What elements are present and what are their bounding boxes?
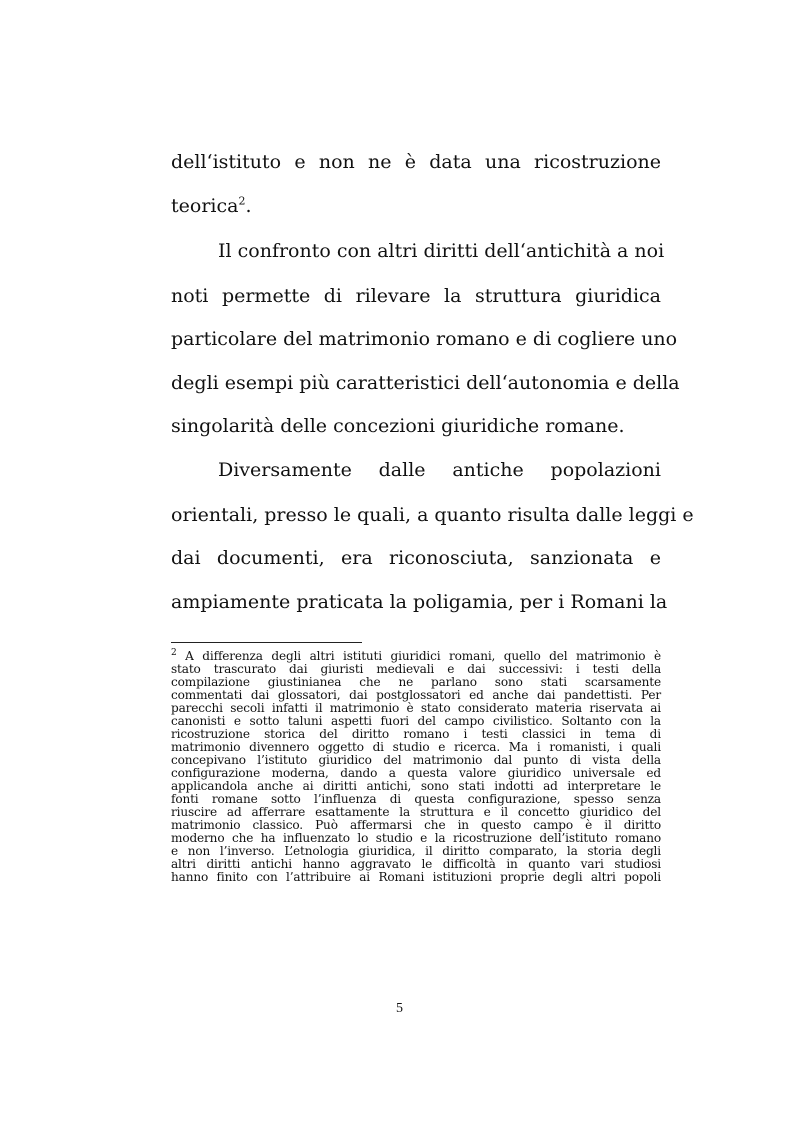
text-line-8: Diversamente dalle antiche popolazioni [218,459,661,481]
footnote-line-3: compilazione giustinianea che ne parlano sono stati scarsamente [171,675,661,689]
text-line-1: dell‘istituto e non ne è data una ricostruzione [171,151,661,173]
footnote-line-9: concepivano l’istituto giuridico del matrimonio dal punto di vista della [171,753,661,767]
text-line-11: ampiamente praticata la poligamia, per i Romani la [171,591,668,613]
footnote-line-4: commentati dai glossatori, dai postglossatori ed anche dai pandettisti. Per [171,688,661,702]
footnote-line-8: matrimonio divennero oggetto di studio e ricerca. Ma i romanisti, i quali [171,740,661,754]
text-line-7: singolarità delle concezioni giuridiche romane. [171,415,625,437]
footnote-line-11: applicandola anche ai diritti antichi, sono stati indotti ad interpretare le [171,779,661,793]
footnote-reference[interactable]: 2 [238,194,246,208]
footnote-line-10: configurazione moderna, dando a questa valore giuridico universale ed [171,766,661,780]
footnote-line-18: hanno finito con l’attribuire ai Romani istituzioni proprie degli altri popoli [171,870,661,884]
text-line-2-period: . [245,195,252,217]
text-line-4: noti permette di rilevare la struttura giuridica [171,285,661,307]
footnote-line-12: fonti romane sotto l’influenza di questa configurazione, spesso senza [171,792,661,806]
footnote-line-7: ricostruzione storica del diritto romano i testi classici in tema di [171,727,661,741]
footnote-separator [171,642,362,643]
text-line-5: particolare del matrimonio romano e di cogliere uno [171,328,678,350]
footnote-line-2: stato trascurato dai giuristi medievali e dai successivi: i testi della [171,662,661,676]
footnote-marker: 2 [171,647,177,658]
footnote-line-17: altri diritti antichi hanno aggravato le difficoltà in quanto vari studiosi [171,857,661,871]
footnote-line-15: moderno che ha influenzato lo studio e la ricostruzione dell’istituto romano [171,831,661,845]
footnote-line-13: riuscire ad afferrare esattamente la struttura e il concetto giuridico del [171,805,661,819]
text-line-9: orientali, presso le quali, a quanto risulta dalle leggi e [171,504,694,526]
text-line-6: degli esempi più caratteristici dell‘autonomia e della [171,372,680,394]
footnote-line-1-text: A differenza degli altri istituti giuridici romani, quello del matrimonio è [185,649,662,663]
text-line-10: dai documenti, era riconosciuta, sanzionata e [171,547,661,569]
text-line-2 [171,194,661,218]
text-line-3: Il confronto con altri diritti dell‘antichità a noi [218,240,665,262]
text-line-2-word: teorica [171,195,239,217]
footnote-line-14: matrimonio classico. Può affermarsi che in questo campo è il diritto [171,818,661,832]
footnote-line-16: e non l’inverso. L’etnologia giuridica, il diritto comparato, la storia degli [171,844,661,858]
footnote-line-5: parecchi secoli infatti il matrimonio è stato considerato materia riservata ai [171,701,661,715]
footnote-line-6: canonisti e sotto taluni aspetti fuori del campo civilistico. Soltanto con la [171,714,661,728]
page-number: 5 [396,1001,403,1016]
